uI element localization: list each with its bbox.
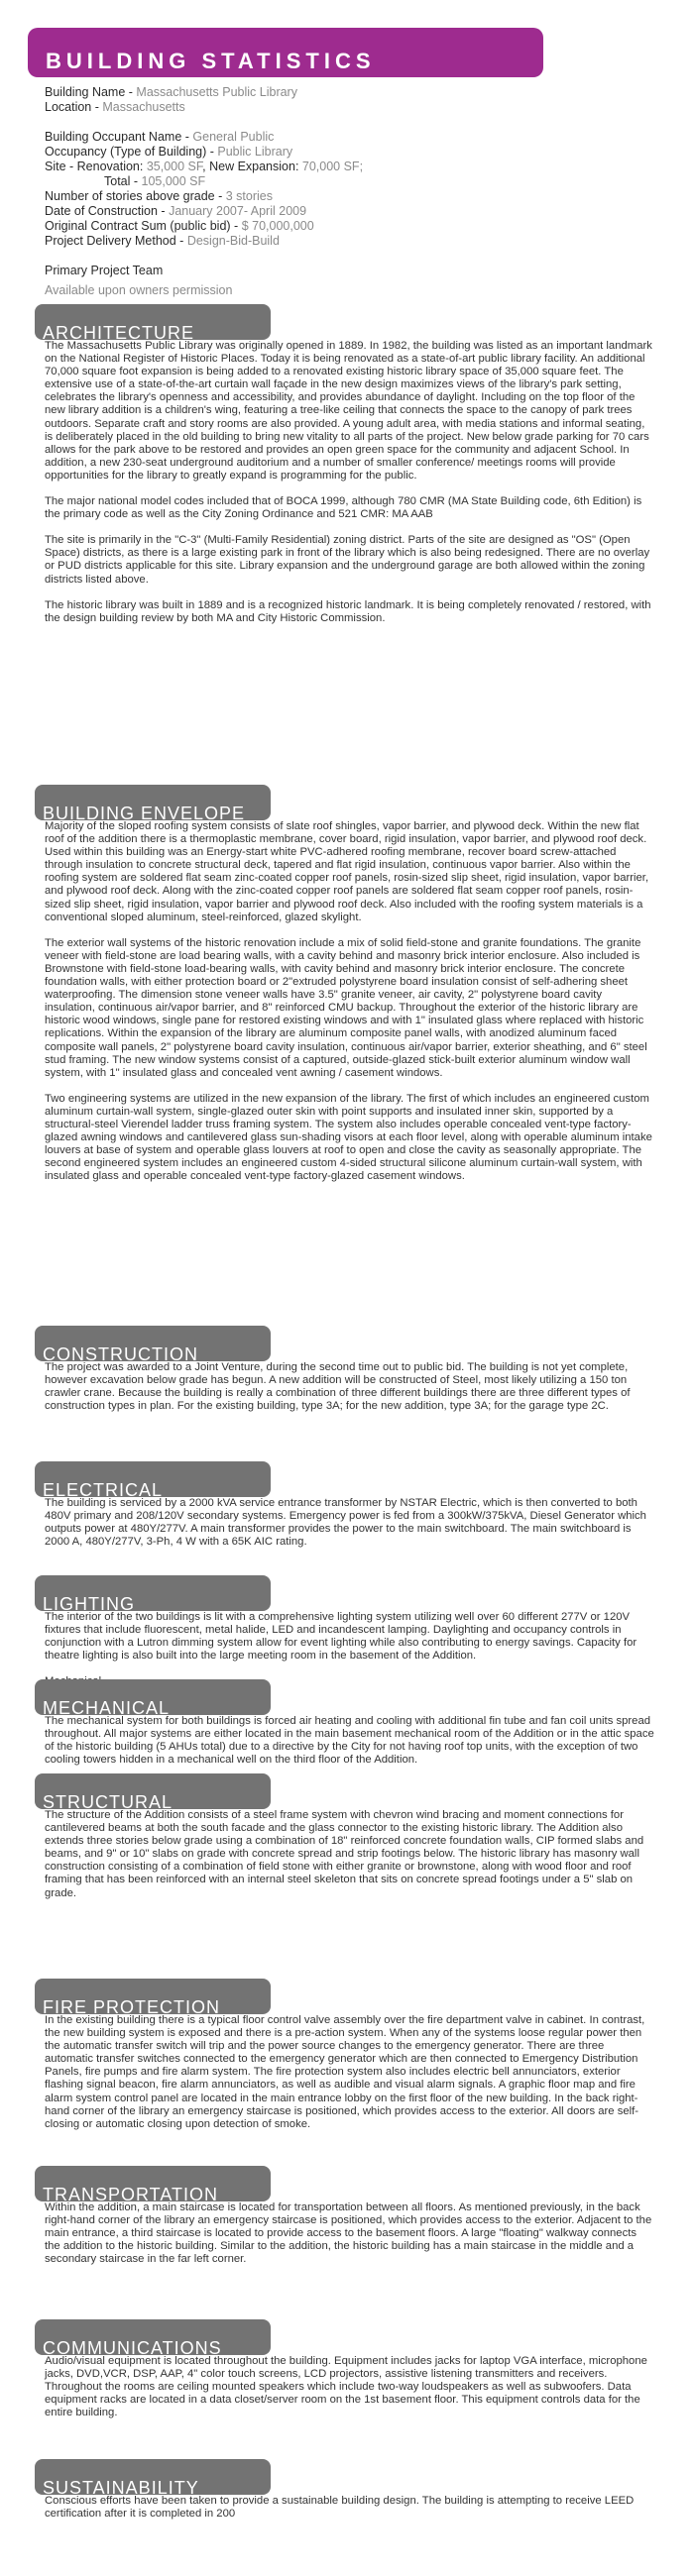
occupant-value: General Public [192, 130, 275, 144]
cost-value: $ 70,000,000 [241, 219, 314, 233]
stories-value: 3 stories [225, 189, 273, 203]
building-name-label: Building Name - [45, 85, 137, 99]
section-header-tab [35, 1773, 271, 1812]
paragraph: The site is primarily in the "C-3" (Multi-Family Residential) zoning district. Parts of the site are designed as "OS" (Open Space) districts, as there is a large existing park in front of the library which is also being redesigned. There are no overlay or PUD districts applicable for this site. Library expansion and the underground garage are both allowed within the zoning districts listed above. [45, 534, 650, 586]
section-header-tab [35, 1679, 271, 1718]
occupancy-label: Occupancy (Type of Building) - [45, 145, 218, 159]
section-body [45, 1611, 654, 1688]
paragraph: The interior of the two buildings is lit with a comprehensive lighting system utilizing well over 60 different 277V or 120V fixtures that include fluorescent, metal halide, LED and incandescent lamping. Daylighting and occupancy controls in conjunction with a Lutron dimming system allow for event lighting while also contributing to energy savings. Capacity for theatre lighting is also built into the large meeting room in the basement of the Addition. [45, 1611, 637, 1663]
section-body [45, 340, 654, 625]
section-header-tab [35, 2166, 271, 2204]
total-label: Total - [104, 174, 142, 188]
building-info [45, 85, 659, 298]
paragraph: Within the addition, a main staircase is located for transportation between all floors. As mentioned previously, in the back right-hand corner of the library an emergency staircase is positioned, which provides access to the exterior. Adjacent to the main entrance, a third staircase is located to provide access to the basement floors. A large "floating" walkway connects the addition to the historic building. Similar to the addition, the historic building has a main staircase in the middle and a secondary staircase in the far left corner. [45, 2201, 652, 2266]
paragraph: The mechanical system for both buildings is forced air heating and cooling with additional fin tube and fan coil units spread throughout. All major systems are either located in the main basement mechanical room of the Addition or in the attic space of the historic building (5 AHUs total) due to a directive by the City for not having roof top units, with the exception of two cooling towers hidden in a mechanical well on the third floor of the Addition. [45, 1715, 654, 1767]
section-header-tab [35, 2319, 271, 2358]
paragraph: Two engineering systems are utilized in the new expansion of the library. The first of which includes an engineered custom aluminum curtain-wall system, single-glazed outer skin with point supports and insulated inner skin, supported by a structural-steel Vierendel ladder truss framing system. The system also includes operable concealed vent-type factory-glazed awning windows and cantilevered glass sun-shading visors at each floor level, along with operable aluminum intake louvers at base of system and operable glass louvers at roof to open and close the cavity as seasonally appropriate. The second engineered system includes an engineered custom 4-sided structural silicone aluminum curtain-wall system, with insulated glass and operable concealed vent-type factory-glazed casement windows. [45, 1092, 652, 1183]
occupant-line [45, 130, 659, 145]
section-heading: TRANSPORTATION [43, 2185, 219, 2204]
team-value: Available upon owners permission [45, 283, 233, 297]
occupancy-value: Public Library [217, 145, 293, 159]
site-line [45, 160, 659, 174]
renovation-value: 35,000 SF [146, 160, 203, 173]
paragraph: The major national model codes included that of BOCA 1999, although 780 CMR (MA State Building code, 6th Edition) is the primary code as well as the City Zoning Ordinance and 521 CMR: MA AAB [45, 495, 642, 521]
section-heading: MECHANICAL [43, 1698, 171, 1718]
title-banner [28, 28, 543, 77]
section-heading: STRUCTURAL [43, 1792, 174, 1812]
section-header-tab [35, 1979, 271, 2017]
total-line [45, 174, 659, 189]
section-body [45, 2495, 654, 2521]
section-heading: SUSTAINABILITY [43, 2478, 199, 2498]
page-title: BUILDING STATISTICS [46, 49, 376, 73]
section-body [45, 2201, 654, 2266]
occupant-label: Building Occupant Name - [45, 130, 193, 144]
section-heading: BUILDING ENVELOPE [43, 804, 246, 823]
paragraph: The Massachusetts Public Library was originally opened in 1889. In 1982, the building was listed as an important landmark on the National Register of Historic Places. Today it is being renovated as a state-of-art public library facility. An additional 70,000 square foot expansion is being added to a renovated existing historic library space of 35,000 square feet. The extensive use of a state-of-the-art curtain wall façade in the new design maximizes views of the library's park setting, celebrates the library's openness and accessibility, and provides abundance of daylight. Including on the top floor of the new library addition is a children's wing, featuring a tree-like ceiling that connects the space to the canopy of park trees outdoors. Separate craft and story rooms are also provided. A young adult area, with media stations and informal seating, is deliberately placed in the old building to bring new vitality to all parts of the project. New below grade parking for 70 cars allows for the park above to be restored and provides an open green space for the community and adjacent School. In addition, a new 230-seat underground auditorium and a number of smaller conference/ meetings rooms will provide opportunities for the library to greatly expand is programming for the public. [45, 340, 652, 482]
paragraph: The structure of the Addition consists of a steel frame system with chevron wind bracing and moment connections for cantilevered beams at both the south facade and the glass connector to the existing historic library. The Addition also extends three stories below grade using a combination of 18" reinforced concrete foundation walls, CIP formed slabs and beams, and 9" or 10" slabs on grade with concrete spread and strip footings below. The historic library has masonry wall construction consisting of a combination of field stone with either granite or brownstone, along with wood floor and roof framing that has been reinforced with an internal steel skeleton that sits on concrete spread footings under a 5" slab on grade. [45, 1809, 644, 1899]
paragraph: In the existing building there is a typical floor control valve assembly over the fire department valve in cabinet. In contrast, the new building system is exposed and there is a pre-action system. When any of the systems loose regular power then the automatic transfer switch will trip and the power source changes to the emergency generator. There are three automatic transfer switches connected to the emergency generator which are then connected to Emergency Distribution Panels, fire pumps and fire alarm system. The fire protection system also includes electric bell annunciators, exterior flashing signal beacon, fire alarm annunciators, as well as audible and visual alarm signals. A graphic floor map and fire alarm system control panel are located in the main entrance lobby on the first floor of the new building. In the back right-hand corner of the library an emergency staircase is positioned, which provides access to the exterior. All doors are self-closing or automatic closing upon detection of smoke. [45, 2014, 645, 2130]
team-heading: Primary Project Team [45, 264, 164, 277]
cost-line [45, 219, 659, 234]
section-body [45, 2014, 654, 2131]
paragraph: The historic library was built in 1889 and is a recognized historic landmark. It is being completely renovated / restored, with the design building review by both MA and City Historic Commission. [45, 598, 651, 624]
section-body [45, 1809, 654, 1900]
stories-label: Number of stories above grade - [45, 189, 226, 203]
site-label: Site - Renovation: [45, 160, 147, 173]
paragraph: The exterior wall systems of the historic renovation include a mix of solid field-stone and granite foundations. The granite veneer with field-stone are load bearing walls, with a cavity behind and masonry brick interior enclosure. Also included is Brownstone with field-stone load-bearing walls, with cavity behind and masonry brick interior enclosure. The concrete foundation walls, with either protection board or 2"extruded polystyrene board insulation consist of self-adhering sheet waterproofing. The dimension stone veneer walls have 3.5" granite veneer, air cavity, 2" polystyrene board cavity insulation, continuous air/vapor barrier, and 8" reinforced CMU backup. Throughout the exterior of the historic library are historic wood windows, single pane for restored existing windows and with 1" insulated glass where replaced with historic replications. Within the expansion of the library are aluminum composite panel walls, with anodized aluminum faced composite wall panels, 2" polystyrene board cavity insulation, continuous air/vapor barrier, exterior sheathing, and 6" steel stud framing. The new window systems consist of a captured, outside-glazed stick-built exterior aluminum window wall system, with 1" insulated glass and concealed vent awning / casement windows. [45, 936, 647, 1079]
location-label: Location - [45, 100, 103, 114]
building-name-value: Massachusetts Public Library [136, 85, 297, 99]
section-heading: COMMUNICATIONS [43, 2338, 222, 2358]
section-heading: CONSTRUCTION [43, 1344, 198, 1364]
section-body [45, 2355, 654, 2419]
section-header-tab [35, 1461, 271, 1500]
building-name-line [45, 85, 659, 100]
paragraph: Majority of the sloped roofing system consists of slate roof shingles, vapor barrier, and plywood deck. Within the new flat roof of the addition there is a thermoplastic membrane, cover board, rigid insulation, vapor barrier, and plywood roof deck. Used within this building was an Energy-start white PVC-adhered roofing membrane, recover board screw-attached through insulation to concrete structural deck, tapered and flat rigid insulation, continuous vapor barrier. Also within the roofing system are soldered flat seam zinc-coated copper roof panels, rosin-sized slip sheet, rigid insulation, vapor barrier, and plywood roof deck. Along with the zinc-coated copper roof panels are soldered flat seam copper roof panels, rosin-sized slip sheet, rigid insulation, vapor barrier and plywood roof deck. Also included with the roofing system materials is a conventional sloped aluminum, steel-reinforced, glazed skylight. [45, 820, 649, 923]
occupancy-line [45, 145, 659, 160]
dates-value: January 2007- April 2009 [169, 204, 307, 218]
paragraph: Conscious efforts have been taken to provide a sustainable building design. The building is attempting to receive LEED certification after it is completed in 200 [45, 2495, 635, 2521]
section-body [45, 1361, 654, 1413]
section-heading: FIRE PROTECTION [43, 1997, 221, 2017]
cost-label: Original Contract Sum (public bid) - [45, 219, 242, 233]
section-heading: ARCHITECTURE [43, 323, 195, 343]
section-body [45, 1715, 654, 1767]
dates-label: Date of Construction - [45, 204, 170, 218]
paragraph: The project was awarded to a Joint Venture, during the second time out to public bid. The building is not yet complete, however excavation below grade has begun. A new addition will be constructed of Steel, most likely utilizing a 150 ton crawler crane. Because the building is really a combination of three different buildings there are three different types of construction types in plan. For the existing building, type 3A; for the new addition, type 3A; for the garage type 2C. [45, 1361, 631, 1413]
section-header-tab [35, 304, 271, 343]
expansion-value: 70,000 SF; [301, 160, 364, 173]
section-header-tab [35, 1326, 271, 1364]
section-body [45, 820, 654, 1183]
delivery-label: Project Delivery Method - [45, 234, 187, 248]
paragraph: Audio/visual equipment is located throughout the building. Equipment includes jacks for laptop VGA interface, microphone jacks, DVD,VCR, DSP, AAP, 4" color touch screens, LCD projectors, assistive listening transmitters and receivers. Throughout the rooms are ceiling mounted speakers which include two-way loudspeakers as well as subwoofers. Data equipment racks are located in a data closet/server room on the 1st basement floor. This equipment controls data for the entire building. [45, 2355, 647, 2419]
delivery-value: Design-Bid-Build [186, 234, 280, 248]
delivery-line [45, 234, 659, 249]
dates-line [45, 204, 659, 219]
location-line [45, 100, 659, 115]
section-header-tab [35, 2459, 271, 2498]
stories-line [45, 189, 659, 204]
section-header-tab [35, 1575, 271, 1614]
section-heading: LIGHTING [43, 1594, 136, 1614]
section-header-tab [35, 785, 271, 823]
total-value: 105,000 SF [141, 174, 206, 188]
paragraph: The building is serviced by a 2000 kVA service entrance transformer by NSTAR Electric, which is then converted to both 480V primary and 208/120V secondary systems. Emergency power is fed from a 300kW/375kVA, Diesel Generator which outputs power at 480Y/277V. A main transformer provides the power to the main switchboard. The main switchboard is 2000 A, 480Y/277V, 3-Ph, 4 W with a 65K AIC rating. [45, 1497, 646, 1549]
section-heading: ELECTRICAL [43, 1480, 164, 1500]
location-value: Massachusetts [102, 100, 185, 114]
section-body [45, 1497, 654, 1549]
expansion-label: , New Expansion: [202, 160, 302, 173]
